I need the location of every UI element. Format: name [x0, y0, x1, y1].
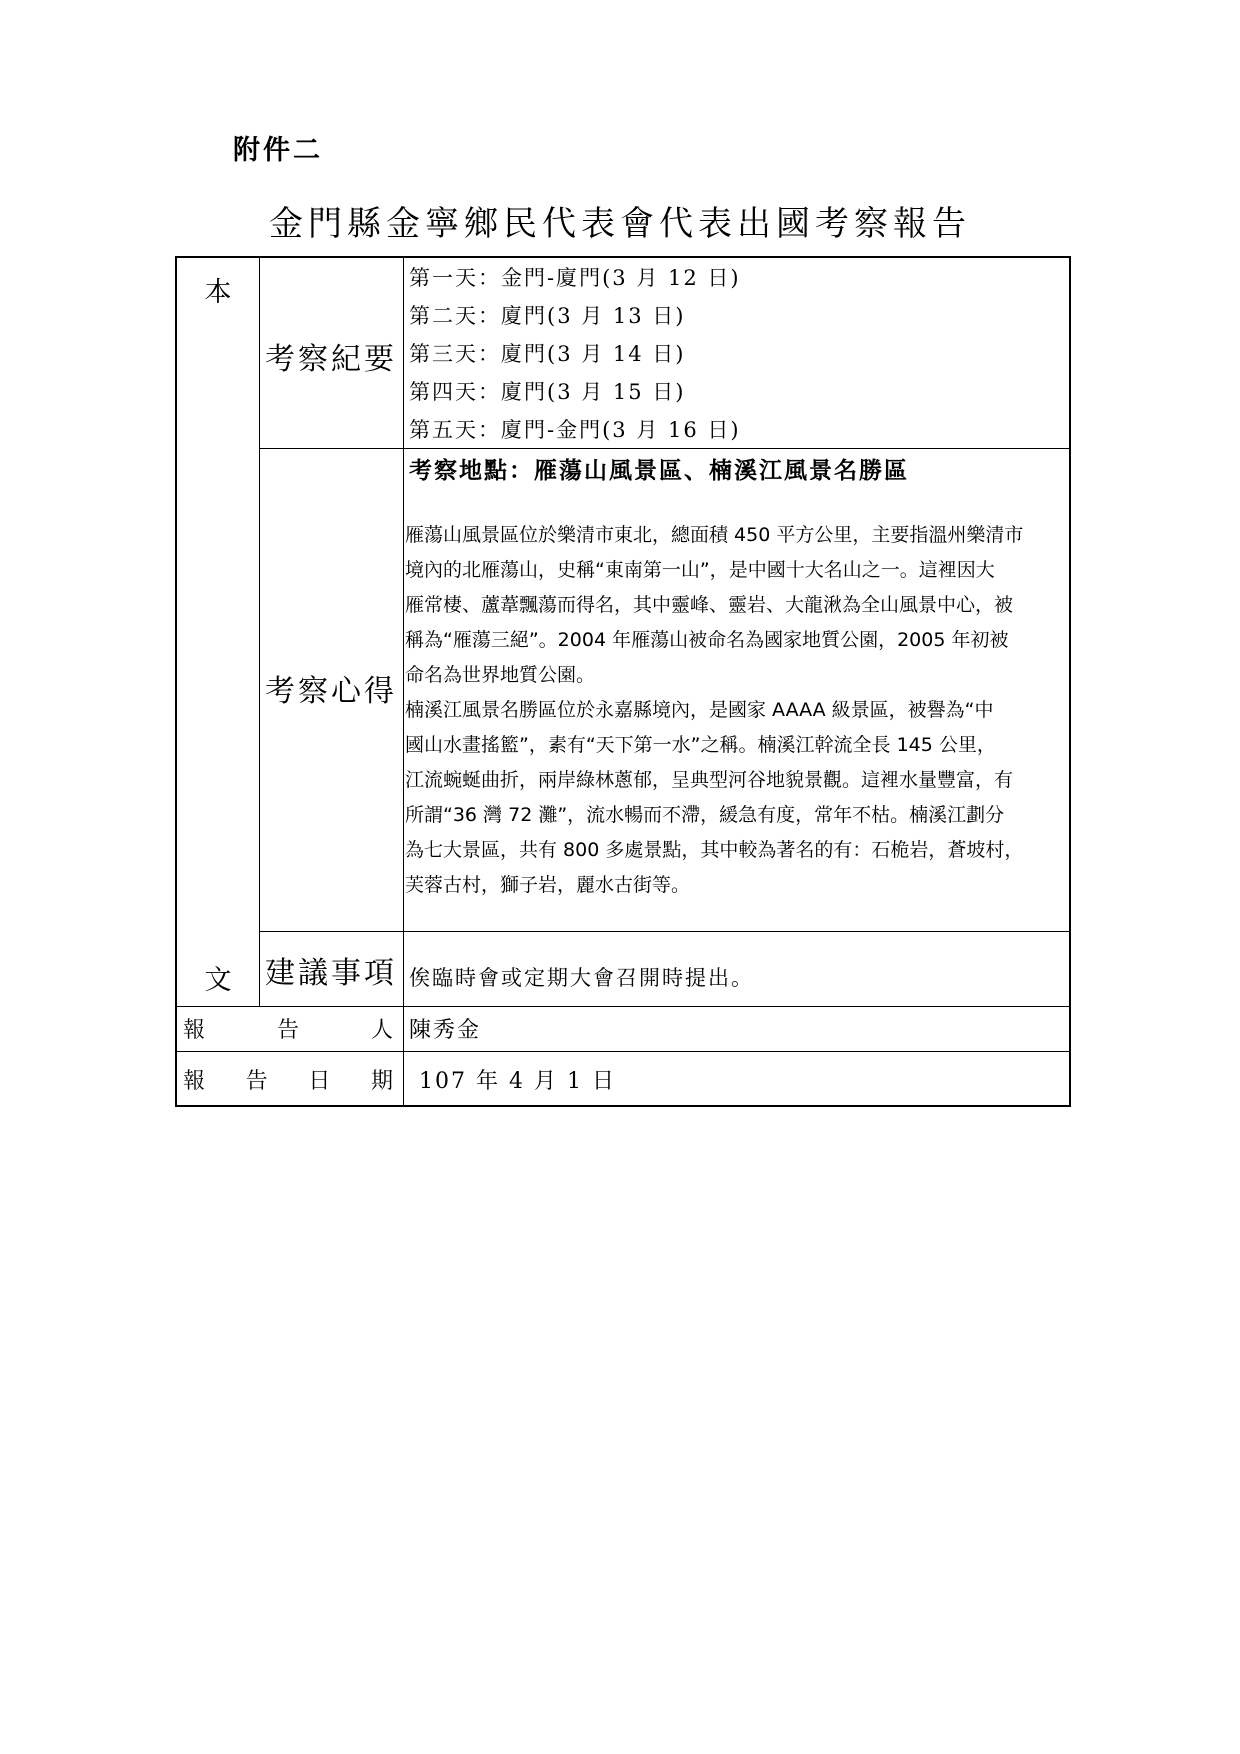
- attachment-label: 附件二: [233, 135, 323, 166]
- suggestions-label: 建議事項: [265, 956, 397, 991]
- grid-line: [177, 1051, 1071, 1052]
- report-date-label-char: 期: [370, 1069, 393, 1094]
- insight-line: 國山水畫搖籃”，素有“天下第一水”之稱。楠溪江幹流全長 145 公里，: [405, 734, 996, 756]
- report-date-value: 107 年 4 月 1 日: [419, 1069, 616, 1094]
- suggestions-text: 俟臨時會或定期大會召開時提出。: [409, 966, 754, 990]
- insight-line: 芙蓉古村，獅子岩，麗水古街等。: [405, 874, 691, 896]
- side-label-bottom: 文: [204, 965, 232, 996]
- insight-line: 為七大景區，共有 800 多處景點，其中較為著名的有：石桅岩，蒼坡村，: [405, 839, 1024, 861]
- itinerary-label: 考察紀要: [265, 342, 397, 377]
- insight-line: 楠溪江風景名勝區位於永嘉縣境內，是國家 AAAA 級景區，被譽為“中: [405, 699, 994, 721]
- reporter-label: [179, 1013, 397, 1044]
- itinerary-day: 第五天：廈門-金門(3 月 16 日): [409, 418, 741, 442]
- reporter-label-char: 人: [370, 1018, 393, 1043]
- reporter-name: 陳秀金: [409, 1018, 482, 1043]
- grid-line: [403, 258, 404, 1107]
- report-date-label: [179, 1064, 397, 1095]
- insight-line: 所謂“36 灣 72 灘”，流水暢而不滯，緩急有度，常年不枯。楠溪江劃分: [405, 804, 1005, 826]
- insight-line: 江流蜿蜒曲折，兩岸綠林蔥郁，呈典型河谷地貌景觀。這裡水量豐富，有: [405, 769, 1014, 791]
- reporter-label-char: 報: [183, 1018, 206, 1043]
- itinerary-day: 第一天：金門-廈門(3 月 12 日): [409, 266, 741, 290]
- grid-line: [259, 931, 1071, 932]
- report-date-label-char: 告: [245, 1069, 268, 1094]
- itinerary-day: 第三天：廈門(3 月 14 日): [409, 342, 686, 366]
- insight-line: 命名為世界地質公園。: [405, 664, 596, 686]
- insight-line: 稱為“雁蕩三絕”。2004 年雁蕩山被命名為國家地質公園，2005 年初被: [405, 629, 1009, 651]
- report-table: [175, 256, 1071, 1107]
- insight-line: 雁蕩山風景區位於樂清市東北，總面積 450 平方公里，主要指溫州樂清市: [405, 524, 1024, 546]
- reporter-label-char: 告: [276, 1018, 299, 1043]
- side-label-top: 本: [204, 277, 232, 308]
- itinerary-day: 第二天：廈門(3 月 13 日): [409, 304, 686, 328]
- insight-line: 雁常棲、蘆葦飄蕩而得名，其中靈峰、靈岩、大龍湫為全山風景中心，被: [405, 594, 1014, 616]
- insight-line: 境內的北雁蕩山，史稱“東南第一山”，是中國十大名山之一。這裡因大: [405, 559, 995, 581]
- inspection-places: 考察地點：雁蕩山風景區、楠溪江風景名勝區: [409, 457, 909, 484]
- insights-label: 考察心得: [265, 674, 397, 709]
- report-date-label-char: 日: [308, 1069, 331, 1094]
- grid-line: [177, 1006, 1071, 1007]
- report-date-label-char: 報: [183, 1069, 206, 1094]
- document-title: 金門縣金寧鄉民代表會代表出國考察報告: [269, 204, 971, 244]
- grid-line: [259, 448, 1071, 449]
- itinerary-day: 第四天：廈門(3 月 15 日): [409, 380, 686, 404]
